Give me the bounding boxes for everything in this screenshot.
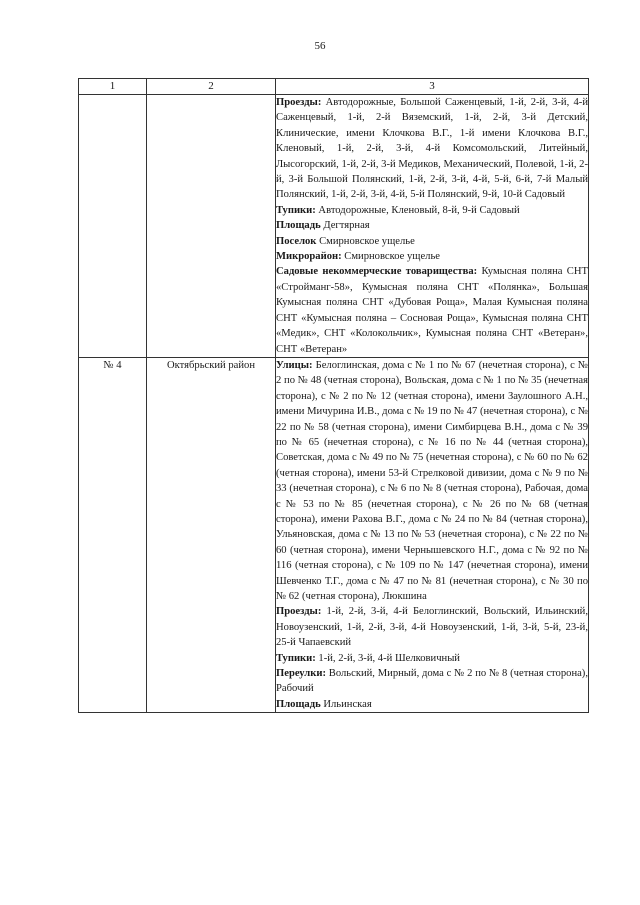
entry-label: Поселок [276, 235, 317, 247]
district-name: Октябрьский район [147, 357, 276, 712]
entry-text: Кумысная поляна СНТ «Стройманг-58», Кумысная поляна СНТ «Полянка», Большая Кумысная поляна СНТ «Дубовая Роща», Малая Кумысная поляна СНТ «Кумысная поляна – Сосновая Роща», Кумысная поляна СНТ «Медик», СНТ «Колокольчик», Кумысная поляна СНТ «Ветеран», СНТ «Ветеран» [276, 266, 588, 355]
address-entry [276, 249, 588, 264]
table-header-row [79, 79, 589, 95]
address-entry [276, 234, 588, 249]
table-row [79, 357, 589, 712]
entry-text: Ильинская [320, 698, 372, 710]
column-header-1: 1 [79, 79, 147, 95]
address-list [276, 95, 589, 358]
address-entry [276, 218, 588, 233]
table-row [79, 95, 589, 358]
entry-text: Смирновское ущелье [316, 235, 415, 247]
address-entry [276, 666, 588, 697]
address-entry [276, 651, 588, 666]
column-header-2: 2 [147, 79, 276, 95]
address-entry [276, 604, 588, 650]
entry-label: Площадь [276, 698, 321, 710]
address-entry [276, 95, 588, 203]
address-entry [276, 264, 588, 356]
entry-label: Микрорайон: [276, 251, 342, 263]
entry-text: Смирновское ущелье [341, 251, 440, 263]
entry-label: Переулки: [276, 668, 326, 680]
district-name [147, 95, 276, 358]
district-number [79, 95, 147, 358]
entry-text: Дегтярная [320, 220, 370, 232]
entry-text: Автодорожные, Большой Саженцевый, 1-й, 2-й, 3-й, 4-й Саженцевый, 1-й, 2-й Вяземский, 1-й, 2-й, 3-й Детский, Клинические, имени Клочкова В.Г., 1-й имени Клочкова В.Г., Кленовый, 1-й, 2-й, 3-й, 4-й Комсомольский, Литейный, Лысогорский, 1-й, 2-й, 3-й Медиков, Механический, Полевой, 1-й, 2-й, 3-й Большой Полянский, 1-й, 2-й, 3-й, 4-й, 5-й, 6-й, 7-й Малый Полянский, 1-й, 2-й, 3-й, 4-й, 5-й Полянский, 9-й, 10-й Садовый [276, 97, 588, 201]
entry-label: Площадь [276, 220, 321, 232]
address-entry [276, 203, 588, 218]
entry-label: Проезды: [276, 97, 322, 108]
column-header-3: 3 [276, 79, 589, 95]
entry-label: Тупики: [276, 652, 316, 664]
entry-text: Автодорожные, Кленовый, 8-й, 9-й Садовый [315, 204, 520, 216]
entry-label: Улицы: [276, 359, 313, 371]
entry-text: Белоглинская, дома с № 1 по № 67 (нечетная сторона), с № 2 по № 48 (четная сторона), Вольская, дома с № 1 по № 35 (нечетная сторона), с № 2 по № 12 (четная сторона), имени Заулошного А.Н., имени Мичурина И.В., дома с № 19 по № 47 (нечетная сторона), с № 22 по № 58 (четная сторона), имени Симбирцева В.Н., дома с № 39 по № 65 (нечетная сторона), с № 16 по № 44 (четная сторона), Советская, дома с № 49 по № 75 (нечетная сторона), с № 60 по № 62 (четная сторона), имени 53-й Стрелковой дивизии, дома с № 9 по № 33 (нечетная сторона), с № 6 по № 8 (четная сторона), Рабочая, дома с № 53 по № 85 (нечетная сторона), с № 26 по № 68 (четная сторона), имени Рахова В.Г., дома с № 24 по № 84 (четная сторона), Ульяновская, дома с № 13 по № 53 (нечетная сторона), с № 22 по № 60 (четная сторона), имени Чернышевского Н.Г., дома с № 92 по № 116 (четная сторона), с № 109 по № 147 (нечетная сторона), имени Шевченко Т.Г., дома с № 47 по № 81 (нечетная сторона), с № 30 по № 62 (четная сторона), Люкшина [276, 359, 588, 602]
page-number: 56 [314, 40, 326, 52]
entry-label: Проезды: [276, 606, 322, 618]
entry-label: Тупики: [276, 204, 316, 216]
entry-text: 1-й, 2-й, 3-й, 4-й Белоглинский, Вольский, Ильинский, Новоузенский, 1-й, 2-й, 3-й, 4-й Новоузенский, 1-й, 3-й, 5-й, 23-й, 25-й Чапаевский [276, 606, 588, 649]
address-entry [276, 358, 588, 605]
entry-text: 1-й, 2-й, 3-й, 4-й Шелковичный [315, 652, 460, 664]
address-entry [276, 697, 588, 712]
districts-table [78, 78, 589, 713]
entry-text: Вольский, Мирный, дома с № 2 по № 8 (четная сторона), Рабочий [276, 668, 588, 695]
district-number: № 4 [79, 357, 147, 712]
address-list [276, 357, 589, 712]
entry-label: Садовые некоммерческие товарищества: [276, 266, 478, 278]
